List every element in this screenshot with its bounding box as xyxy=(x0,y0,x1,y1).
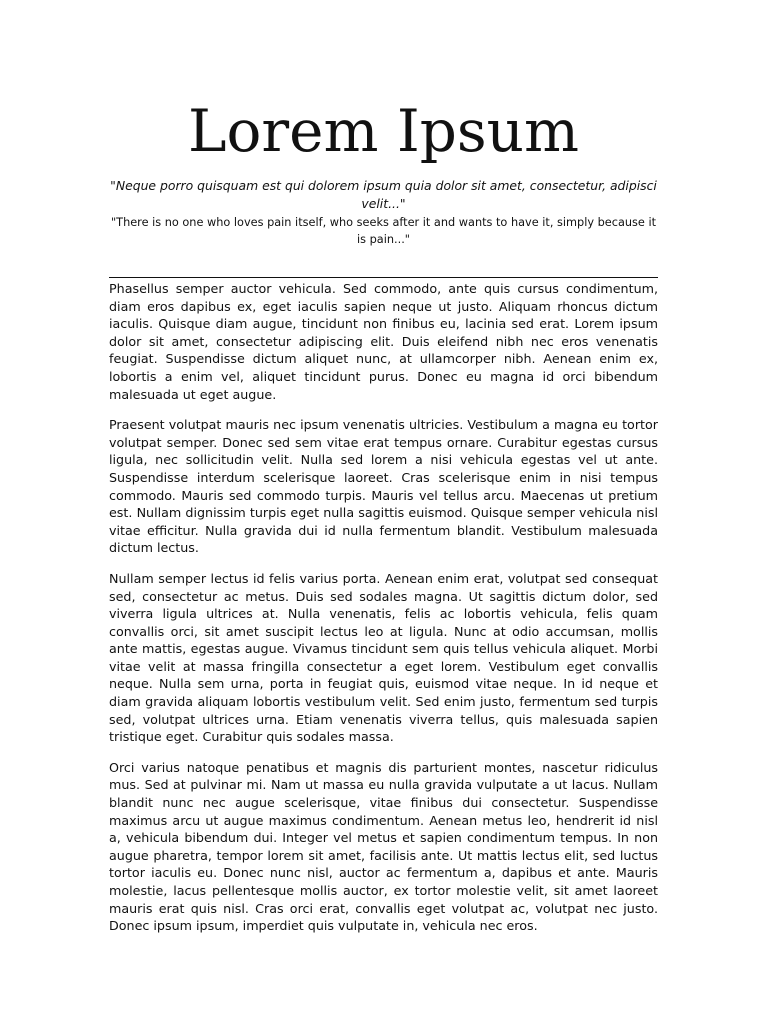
horizontal-divider xyxy=(109,277,658,278)
latin-quote: "Neque porro quisquam est qui dolorem ipsum quia dolor sit amet, consectetur, adipisci velit..." xyxy=(110,178,657,211)
body-text xyxy=(109,280,658,948)
english-quote: "There is no one who loves pain itself, who seeks after it and wants to have it, simply because it is pain..." xyxy=(110,216,657,246)
paragraph: Nullam semper lectus id felis varius porta. Aenean enim erat, volutpat sed consequat sed, consectetur ac metus. Duis sed sodales magna. Ut sagittis dictum dolor, sed viverra ligula ultrices at. Nulla venenatis, felis ac lobortis vehicula, felis quam convallis orci, sit amet suscipit lectus leo at ligula. Nunc at odio accumsan, mollis ante mattis, egestas augue. Vivamus tincidunt sem quis tellus vehicula aliquet. Morbi vitae velit at massa fringilla consectetur a eget lorem. Vestibulum eget convallis neque. Nulla sem urna, porta in feugiat quis, euismod vitae neque. In id neque et diam gravida aliquam lobortis vestibulum velit. Sed enim justo, fermentum sed turpis sed, volutpat ultrices urna. Etiam venenatis viverra tellus, quis malesuada sapien tristique eget. Curabitur quis sodales massa. xyxy=(109,570,658,745)
paragraph: Praesent volutpat mauris nec ipsum venenatis ultricies. Vestibulum a magna eu tortor volutpat semper. Donec sed sem vitae erat tempus ornare. Curabitur egestas cursus ligula, nec sollicitudin velit. Nulla sed lorem a nisi vehicula egestas vel ut ante. Suspendisse interdum scelerisque laoreet. Cras scelerisque enim in nisi tempus commodo. Mauris sed commodo turpis. Mauris vel tellus arcu. Maecenas ut pretium est. Nullam dignissim turpis eget nulla sagittis euismod. Quisque semper vehicula nisl vitae efficitur. Nulla gravida dui id nulla fermentum blandit. Vestibulum malesuada dictum lectus. xyxy=(109,417,658,556)
document-title: Lorem Ipsum xyxy=(187,97,580,165)
paragraph: Phasellus semper auctor vehicula. Sed commodo, ante quis cursus condimentum, diam eros dapibus ex, eget iaculis sapien neque ut justo. Aliquam rhoncus dictum iaculis. Quisque diam augue, tincidunt non finibus eu, lacinia sed erat. Lorem ipsum dolor sit amet, consectetur adipiscing elit. Duis eleifend nibh nec eros venenatis feugiat. Suspendisse dictum aliquet nunc, at ullamcorper nibh. Aenean enim ex, lobortis a enim vel, aliquet tincidunt purus. Donec eu magna id orci bibendum malesuada ut eget augue. xyxy=(109,281,658,402)
paragraph: Orci varius natoque penatibus et magnis dis parturient montes, nascetur ridiculus mus. Sed at pulvinar mi. Nam ut massa eu nulla gravida vulputate a ut lacus. Nullam blandit nunc nec augue scelerisque, vitae finibus dui consectetur. Suspendisse maximus arcu ut augue maximus condimentum. Aenean metus leo, hendrerit id nisl a, vehicula bibendum dui. Integer vel metus et sapien condimentum tempus. In non augue pharetra, tempor lorem sit amet, facilisis ante. Ut mattis lectus elit, sed luctus tortor iaculis eu. Donec nunc nisl, auctor ac fermentum a, dapibus et ante. Mauris molestie, lacus pellentesque mollis auctor, ex tortor molestie velit, sit amet laoreet mauris erat quis nisl. Cras orci erat, convallis eget volutpat ac, volutpat nec justo. Donec ipsum ipsum, imperdiet quis vulputate in, vehicula nec eros. xyxy=(109,759,658,934)
